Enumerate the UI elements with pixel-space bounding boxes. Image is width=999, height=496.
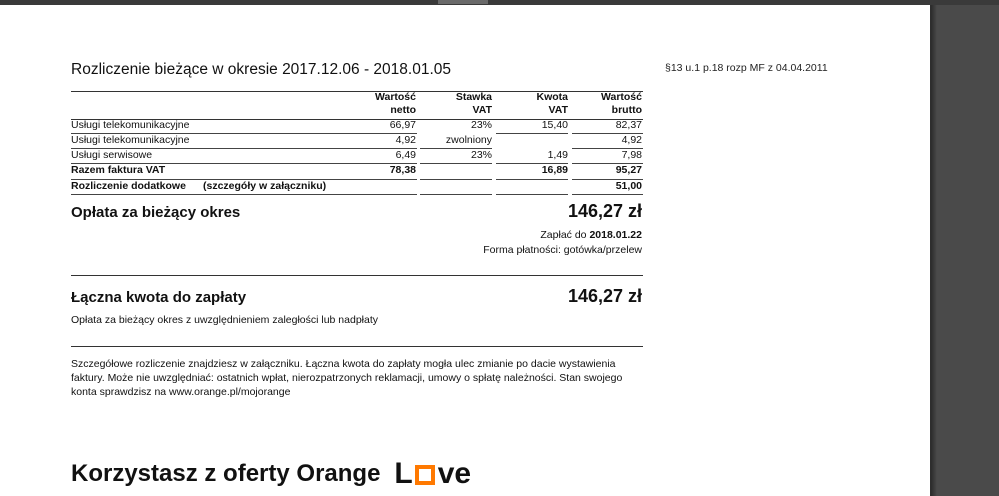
extra-brutto: 51,00: [615, 180, 642, 192]
row-netto: 4,92: [395, 134, 416, 146]
col-header-line: VAT: [548, 104, 568, 116]
col-header-line: Stawka: [455, 91, 492, 103]
pay-by-date: 2018.01.22: [589, 229, 642, 241]
col-header-line: netto: [390, 104, 416, 116]
col-header-line: Kwota: [536, 91, 568, 103]
extra-detail: (szczegóły w załączniku): [203, 180, 327, 192]
col-header-stawka: [420, 91, 492, 117]
row-stawka: zwolniony: [445, 134, 492, 146]
row-brutto: 4,92: [621, 134, 642, 146]
info-line: konta sprawdzisz na www.orange.pl/mojorange: [71, 386, 291, 398]
row-stawka: 23%: [470, 119, 492, 131]
row-label: Usługi telekomunikacyjne: [71, 119, 190, 131]
row-divider: [496, 179, 568, 180]
row-divider: [496, 194, 568, 195]
pay-by-label: Zapłać do: [540, 229, 587, 241]
row-divider: [420, 163, 492, 164]
total-due-label: Łączna kwota do zapłaty: [71, 289, 247, 306]
section-rule: [71, 275, 643, 276]
col-header-brutto: [572, 91, 642, 117]
promo-heading: [71, 457, 471, 491]
page-title: Rozliczenie bieżące w okresie 2017.12.06 - 2018.01.05: [71, 61, 451, 78]
row-divider: [71, 194, 345, 195]
section-rule: [71, 346, 643, 347]
current-period-amount: 146,27 zł: [567, 201, 642, 221]
total-label: Razem faktura VAT: [71, 164, 166, 176]
extra-label: Rozliczenie dodatkowe: [71, 180, 186, 192]
row-netto: 6,49: [395, 149, 416, 161]
orange-love-logo: [394, 457, 471, 491]
row-kwota: 15,40: [541, 119, 568, 131]
viewer-side-panel: [930, 5, 999, 496]
total-netto: 78,38: [389, 164, 416, 176]
logo-letter-l: L: [394, 457, 413, 490]
col-header-netto: [343, 91, 416, 117]
col-header-line: Wartość: [600, 91, 642, 103]
payment-form: Forma płatności: gotówka/przelew: [483, 244, 642, 256]
row-brutto: 82,37: [615, 119, 642, 131]
current-period-label: Opłata za bieżący okres: [71, 204, 241, 221]
total-due-note: Opłata za bieżący okres z uwzględnieniem zaległości lub nadpłaty: [71, 314, 379, 326]
row-divider: [420, 194, 492, 195]
pay-by: [420, 229, 642, 241]
row-divider: [572, 194, 643, 195]
row-divider: [496, 133, 568, 134]
total-due-amount: 146,27 zł: [567, 286, 642, 306]
row-divider: [345, 179, 417, 180]
col-header-line: brutto: [611, 104, 642, 116]
row-divider: [420, 179, 492, 180]
row-brutto: 7,98: [621, 149, 642, 161]
total-brutto: 95,27: [615, 164, 642, 176]
info-line: faktury. Może nie uwzględniać: ostatnich wpłat, nierozpatrzonych reklamacji, umowy o spłatę należności. Stan swojego: [71, 372, 623, 384]
row-divider: [345, 194, 417, 195]
document-page: [0, 5, 930, 496]
col-header-kwota: [496, 91, 568, 117]
logo-square-icon: [415, 465, 435, 485]
total-kwota: 16,89: [541, 164, 568, 176]
viewer-tab-notch: [438, 0, 488, 4]
info-paragraph: [71, 357, 651, 399]
info-line: Szczegółowe rozliczenie znajdziesz w załączniku. Łączna kwota do zapłaty mogła ulec zmianie po dacie wystawienia: [71, 358, 616, 370]
promo-text: Korzystasz z oferty Orange: [71, 460, 381, 487]
col-header-line: Wartość: [374, 91, 416, 103]
row-label: Usługi telekomunikacyjne: [71, 134, 190, 146]
logo-letters: ve: [437, 457, 472, 490]
row-stawka: 23%: [470, 149, 492, 161]
page-shadow: [931, 5, 937, 496]
row-netto: 66,97: [389, 119, 416, 131]
row-kwota: 1,49: [547, 149, 568, 161]
legal-note: §13 u.1 p.18 rozp MF z 04.04.2011: [665, 62, 828, 74]
col-header-line: VAT: [472, 104, 492, 116]
row-label: Usługi serwisowe: [71, 149, 153, 161]
